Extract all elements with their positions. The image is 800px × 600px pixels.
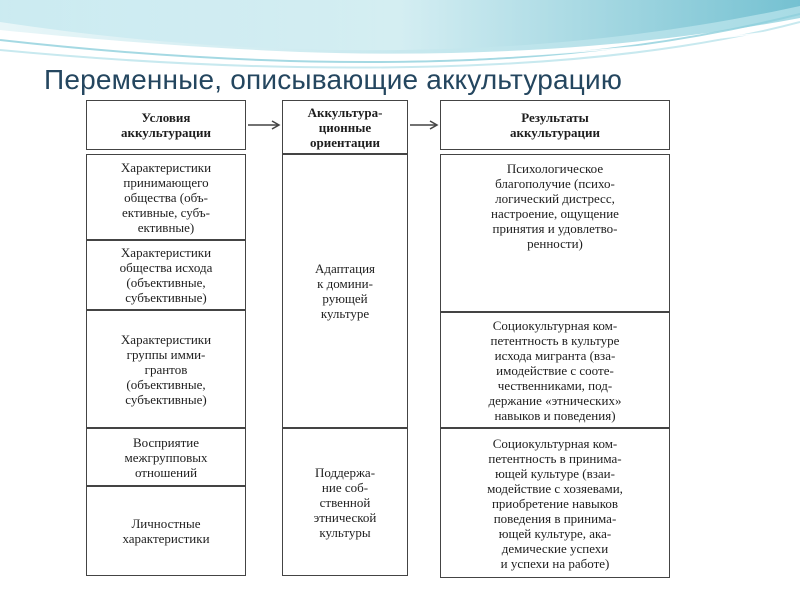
text-line: рующей xyxy=(322,291,368,306)
text-line: Восприятие xyxy=(132,434,200,450)
text-line: Аккультура- xyxy=(307,104,383,120)
slide-title: Переменные, описывающие аккультурацию xyxy=(44,64,623,95)
text-line: логический дистресс, xyxy=(495,191,615,206)
arrow-right-icon xyxy=(246,118,282,132)
text-line: держание «этнических» xyxy=(488,392,622,408)
text-line: характеристики xyxy=(122,531,210,546)
header-label xyxy=(308,105,383,150)
header-acculturation-conditions xyxy=(86,100,246,150)
text-line: культуры xyxy=(319,524,371,540)
text-line: Характеристики xyxy=(120,159,212,175)
arrow-right-icon xyxy=(408,118,440,132)
text-line: Поддержа- xyxy=(314,464,376,480)
text-line: ционные xyxy=(318,119,372,135)
text-line: имодействие с соотe- xyxy=(496,362,614,378)
text-line: Характеристики xyxy=(120,331,212,347)
header-label xyxy=(121,110,211,140)
orientation-cell xyxy=(282,154,408,428)
header-acculturation-orientations xyxy=(282,100,408,154)
text-line: группы имми- xyxy=(126,346,206,362)
text-line: Личностные xyxy=(131,516,201,531)
text-line: Условия xyxy=(141,110,191,125)
outcome-text xyxy=(491,161,619,251)
text-line: демические успехи xyxy=(501,540,609,556)
text-line: ющей культуре (взаи- xyxy=(495,465,615,481)
text-line: субъективные) xyxy=(125,391,207,407)
text-line: Результаты xyxy=(521,110,589,125)
text-line: навыков и поведения) xyxy=(494,407,616,423)
text-line: к домини- xyxy=(317,276,373,291)
text-line: и успехи на работе) xyxy=(500,555,610,571)
text-line: культуре xyxy=(320,306,370,321)
text-line: общества (объ- xyxy=(124,189,208,205)
outcome-text xyxy=(487,436,623,571)
text-line: Социокультурная ком- xyxy=(492,435,618,451)
text-line: модействие с хозяевами, xyxy=(487,480,623,496)
header-acculturation-outcomes xyxy=(440,100,670,150)
text-line: петентность в принима- xyxy=(488,450,622,466)
text-line: ющей культуре, ака- xyxy=(498,525,612,541)
condition-text xyxy=(121,160,211,235)
condition-text xyxy=(122,516,209,546)
orientation-text xyxy=(314,465,377,540)
text-line: чественниками, под- xyxy=(497,377,613,393)
outcome-cell xyxy=(440,312,670,428)
condition-text xyxy=(120,245,213,305)
orientation-cell xyxy=(282,428,408,576)
condition-cell xyxy=(86,154,246,240)
text-line: настроение, ощущение xyxy=(491,206,619,221)
text-line: Социокультурная ком- xyxy=(492,317,618,333)
text-line: принятия и удовлетво- xyxy=(492,221,618,236)
text-line: ективные) xyxy=(137,219,195,235)
text-line: исхода мигранта (вза- xyxy=(494,347,616,363)
condition-cell xyxy=(86,310,246,428)
condition-cell xyxy=(86,486,246,576)
text-line: принимающего xyxy=(123,174,209,190)
text-line: этнической xyxy=(313,509,377,525)
outcome-cell xyxy=(440,154,670,312)
text-line: общества исхода xyxy=(119,260,213,275)
text-line: ориентации xyxy=(310,134,380,150)
text-line: аккультурации xyxy=(120,125,212,140)
text-line: Характеристики xyxy=(120,245,212,260)
text-line: отношений xyxy=(134,464,198,480)
text-line: Адаптация xyxy=(314,261,376,276)
condition-cell xyxy=(86,240,246,310)
condition-text xyxy=(121,332,211,407)
text-line: приобретение навыков xyxy=(491,495,619,511)
text-line: поведения в принима- xyxy=(493,510,617,526)
text-line: ние соб- xyxy=(321,479,369,495)
text-line: (объективные, xyxy=(126,275,206,290)
text-line: (объективные, xyxy=(126,376,206,392)
text-line: петентность в культуре xyxy=(490,332,620,348)
header-label xyxy=(510,110,600,140)
condition-text xyxy=(125,435,208,480)
text-line: субъективные) xyxy=(125,290,207,305)
text-line: аккультурации xyxy=(509,125,601,140)
outcome-text xyxy=(489,318,622,423)
text-line: ственной xyxy=(319,494,371,510)
text-line: ективные, субъ- xyxy=(122,204,210,220)
outcome-cell xyxy=(440,428,670,578)
text-line: благополучие (психо- xyxy=(495,176,615,191)
text-line: Психологическое xyxy=(506,161,604,176)
text-line: межгрупповых xyxy=(124,449,208,465)
orientation-text xyxy=(315,261,375,321)
text-line: ренности) xyxy=(527,236,583,251)
condition-cell xyxy=(86,428,246,486)
text-line: грантов xyxy=(144,361,188,377)
